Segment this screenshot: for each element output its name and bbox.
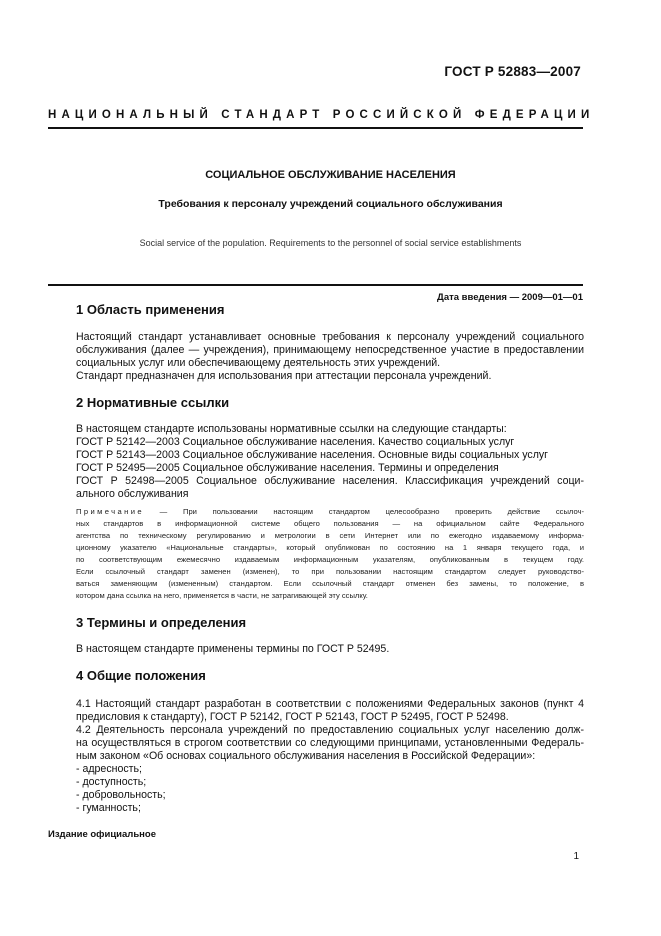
- section-1-heading: 1 Область применения: [76, 302, 225, 317]
- references-note: [76, 506, 584, 602]
- principle-list-item: - добровольность;: [76, 789, 166, 801]
- principle-list-item: - адресность;: [76, 763, 142, 775]
- section-1-text-line: обслуживания (далее — учреждения), принимающему непосредственное участие в предоставлении: [76, 344, 584, 356]
- note-line: агентства по техническому регулированию и метрологии в сети Интернет или по ежегодно издаваемому информа-: [76, 531, 584, 540]
- english-title: Social service of the population. Requirements to the personnel of social service establishments: [139, 238, 522, 248]
- document-subtitle: Требования к персоналу учреждений социального обслуживания: [158, 198, 503, 210]
- section-4-text-line: 4.2 Деятельность персонала учреждений по предоставлению социальных услуг населению долж-: [76, 724, 584, 736]
- note-line: котором дана ссылка на него, применяется в части, не затрагивающей эту ссылку.: [76, 591, 368, 600]
- note-line: Если ссылочный стандарт заменен (изменен), то при пользовании настоящим стандартом следует руководство-: [76, 567, 584, 576]
- section-4-heading: 4 Общие положения: [76, 668, 206, 683]
- normative-reference: ГОСТ Р 52498—2005 Социальное обслуживание населения. Классификация учреждений соци-: [76, 475, 584, 487]
- normative-reference: ГОСТ Р 52142—2003 Социальное обслуживание населения. Качество социальных услуг: [76, 436, 515, 448]
- section-4-text-line: на осуществляться в строгом соответствии со следующими принципами, установленными Федераль-: [76, 737, 584, 749]
- title-divider: [48, 284, 583, 286]
- document-number: ГОСТ Р 52883—2007: [444, 64, 581, 79]
- section-4-text-line: ным законом «Об основах социального обслуживания населения в Российской Федерации»:: [76, 750, 536, 762]
- note-line: ных стандартов в информационной системе общего пользования — на официальном сайте Федерального: [76, 519, 584, 528]
- page-number: 1: [573, 851, 579, 862]
- note-line: [76, 506, 584, 518]
- section-4-text-line: предисловия к стандарту), ГОСТ Р 52142, ГОСТ Р 52143, ГОСТ Р 52495, ГОСТ Р 52498.: [76, 711, 509, 723]
- section-3-heading: 3 Термины и определения: [76, 615, 247, 630]
- header-divider: [48, 127, 583, 129]
- section-1-text-line: социальных услуг или обеспечивающему деятельность этих учреждений.: [76, 357, 441, 369]
- section-2-heading: 2 Нормативные ссылки: [76, 395, 230, 410]
- effective-date: Дата введения — 2009—01—01: [437, 292, 583, 303]
- official-edition-label: Издание официальное: [48, 829, 156, 840]
- normative-reference: ГОСТ Р 52495—2005 Социальное обслуживание населения. Термины и определения: [76, 462, 499, 474]
- note-line: по соответствующим ежемесячно издаваемым информационным указателям, опубликованным в текущем году.: [76, 555, 584, 564]
- section-4-text-line: 4.1 Настоящий стандарт разработан в соответствии с положениями Федеральных законов (пункт 4: [76, 698, 584, 710]
- note-text: — При пользовании настоящим стандартом целесообразно проверить действие ссылоч-: [159, 507, 584, 516]
- section-1-text-line: Настоящий стандарт устанавливает основные требования к персоналу учреждений социального: [76, 331, 584, 343]
- section-1-text-line: Стандарт предназначен для использования при аттестации персонала учреждений.: [76, 370, 492, 382]
- note-label: Примечание: [76, 507, 144, 516]
- section-2-intro: В настоящем стандарте использованы нормативные ссылки на следующие стандарты:: [76, 423, 507, 435]
- note-line: ционному указателю «Национальные стандарты», который опубликован по состоянию на 1 января текущего года, и: [76, 543, 584, 552]
- principle-list-item: - доступность;: [76, 776, 147, 788]
- document-title: СОЦИАЛЬНОЕ ОБСЛУЖИВАНИЕ НАСЕЛЕНИЯ: [205, 169, 456, 181]
- note-line: ваться заменяющим (измененным) стандартом. Если ссылочный стандарт отменен без замены, то положение, в: [76, 579, 584, 588]
- normative-reference: ГОСТ Р 52143—2003 Социальное обслуживание населения. Основные виды социальных услуг: [76, 449, 549, 461]
- normative-reference: ального обслуживания: [76, 488, 189, 500]
- principle-list-item: - гуманность;: [76, 802, 141, 814]
- national-standard-banner: НАЦИОНАЛЬНЫЙ СТАНДАРТ РОССИЙСКОЙ ФЕДЕРАЦИИ: [48, 109, 595, 121]
- section-3-text: В настоящем стандарте применены термины по ГОСТ Р 52495.: [76, 643, 390, 655]
